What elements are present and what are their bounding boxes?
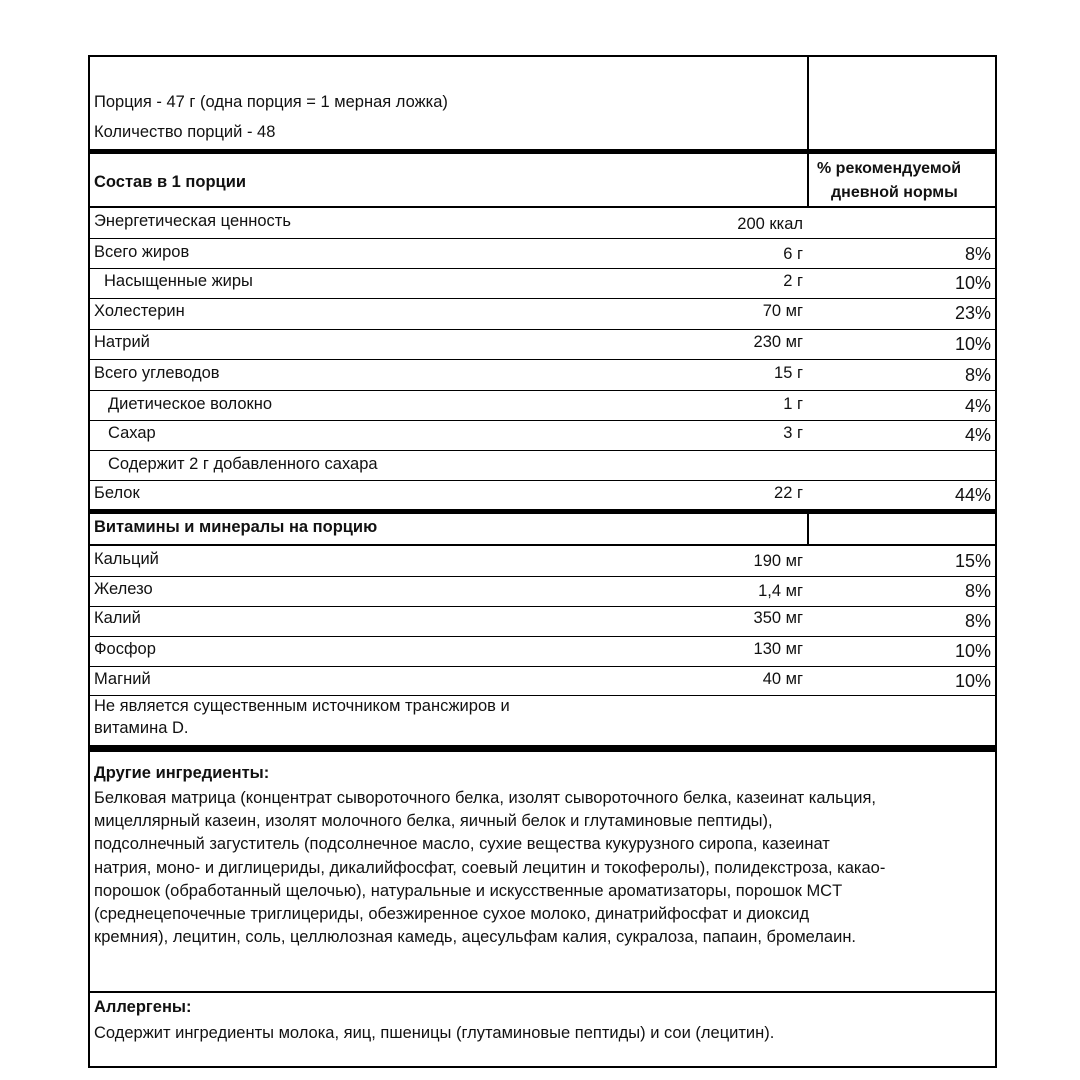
nutrient-name: Всего жиров xyxy=(94,243,190,261)
mineral-amount: 350 мг xyxy=(753,609,803,627)
dv-header-line1: % рекомендуемой xyxy=(817,160,962,177)
mineral-row xyxy=(90,666,995,696)
nutrient-amount: 1 г xyxy=(783,395,803,413)
nutrient-amount: 200 ккал xyxy=(737,215,803,233)
mineral-dv: 8% xyxy=(964,611,991,631)
nutrition-label xyxy=(88,55,997,1068)
header-divider xyxy=(807,154,809,206)
ingredients-line: (среднецепочечные триглицериды, обезжиренное сухое молоко, динатрийфосфат и диоксид xyxy=(94,905,810,923)
nutrient-name: Холестерин xyxy=(94,302,185,320)
footnote-line1: Не является существенным источником трансжиров и xyxy=(94,697,510,715)
section-divider xyxy=(90,745,995,752)
nutrient-amount: 22 г xyxy=(774,484,803,502)
mineral-amount: 1,4 мг xyxy=(758,582,803,600)
nutrient-amount: 15 г xyxy=(774,364,803,382)
nutrient-name: Энергетическая ценность xyxy=(94,212,291,230)
serving-size: Порция - 47 г (одна порция = 1 мерная ложка) xyxy=(94,93,448,111)
nutrient-row xyxy=(90,480,995,511)
mineral-dv: 8% xyxy=(964,581,991,601)
dv-header-line2: дневной нормы xyxy=(831,184,958,201)
nutrient-row xyxy=(90,208,995,238)
mineral-dv: 10% xyxy=(954,671,991,691)
nutrient-dv: 44% xyxy=(954,485,991,505)
nutrient-name: Всего углеводов xyxy=(94,364,220,382)
nutrient-row xyxy=(90,450,995,480)
nutrients-list xyxy=(90,208,995,511)
nutrient-dv: 10% xyxy=(954,334,991,354)
other-ingredients-title: Другие ингредиенты: xyxy=(94,764,270,782)
nutrient-amount: 70 мг xyxy=(762,302,803,320)
ingredients-line: Белковая матрица (концентрат сывороточного белка, изолят сывороточного белка, казеинат кальция, xyxy=(94,789,876,807)
footnote-line2: витамина D. xyxy=(94,719,189,737)
vitamins-title: Витамины и минералы на порцию xyxy=(94,518,378,536)
section-divider xyxy=(90,991,995,993)
nutrient-name: Насыщенные жиры xyxy=(104,272,253,290)
mineral-row xyxy=(90,636,995,666)
nutrient-dv: 8% xyxy=(964,244,991,264)
mineral-name: Магний xyxy=(94,670,151,688)
mineral-name: Фосфор xyxy=(94,640,156,658)
nutrient-row xyxy=(90,390,995,420)
nutrient-amount: 230 мг xyxy=(753,333,803,351)
nutrient-name: Диетическое волокно xyxy=(108,395,273,413)
mineral-amount: 190 мг xyxy=(753,552,803,570)
nutrient-row xyxy=(90,238,995,268)
nutrient-amount: 2 г xyxy=(783,272,803,290)
servings-count: Количество порций - 48 xyxy=(94,123,276,141)
nutrient-dv: 4% xyxy=(964,396,991,416)
mineral-amount: 130 мг xyxy=(753,640,803,658)
ingredients-line: натрия, моно- и диглицериды, дикалийфосфат, соевый лецитин и токоферолы), полидекстроза, какао- xyxy=(94,859,886,877)
nutrient-row xyxy=(90,268,995,298)
nutrient-dv: 10% xyxy=(954,273,991,293)
mineral-dv: 15% xyxy=(954,551,991,571)
minerals-list xyxy=(90,546,995,696)
nutrient-amount: 3 г xyxy=(783,424,803,442)
nutrient-row xyxy=(90,329,995,359)
ingredients-line: порошок (обработанный щелочью), натуральные и искусственные ароматизаторы, порошок MCT xyxy=(94,882,843,900)
mineral-dv: 10% xyxy=(954,641,991,661)
ingredients-line: мицеллярный казеин, изолят молочного белка, яичный белок и глутаминовые пептиды), xyxy=(94,812,773,830)
mineral-name: Калий xyxy=(94,609,141,627)
allergens-title: Аллергены: xyxy=(94,998,192,1016)
mineral-amount: 40 мг xyxy=(762,670,803,688)
nutrient-row xyxy=(90,359,995,390)
vitamins-header-divider xyxy=(807,514,809,544)
nutrient-dv: 4% xyxy=(964,425,991,445)
nutrient-row xyxy=(90,420,995,450)
nutrient-name: Натрий xyxy=(94,333,150,351)
nutrient-dv: 23% xyxy=(954,303,991,323)
nutrient-row xyxy=(90,298,995,329)
allergens-text: Содержит ингредиенты молока, яиц, пшеницы (глутаминовые пептиды) и сои (лецитин). xyxy=(94,1024,775,1042)
mineral-row xyxy=(90,606,995,636)
nutrient-name: Сахар xyxy=(108,424,156,442)
mineral-name: Железо xyxy=(94,580,153,598)
nutrient-dv: 8% xyxy=(964,365,991,385)
ingredients-line: подсолнечный загуститель (подсолнечное масло, сухие вещества кукурузного сиропа, казеинат xyxy=(94,835,830,853)
serving-divider xyxy=(807,57,809,150)
nutrient-name: Белок xyxy=(94,484,140,502)
mineral-row xyxy=(90,546,995,576)
composition-title: Состав в 1 порции xyxy=(94,173,246,191)
mineral-name: Кальций xyxy=(94,550,159,568)
mineral-row xyxy=(90,576,995,606)
section-divider xyxy=(90,149,995,154)
nutrient-name: Содержит 2 г добавленного сахара xyxy=(108,455,378,473)
section-divider xyxy=(90,509,995,514)
nutrient-amount: 6 г xyxy=(783,245,803,263)
ingredients-line: кремния), лецитин, соль, целлюлозная камедь, ацесульфам калия, сукралоза, папаин, бромелаин. xyxy=(94,928,857,946)
